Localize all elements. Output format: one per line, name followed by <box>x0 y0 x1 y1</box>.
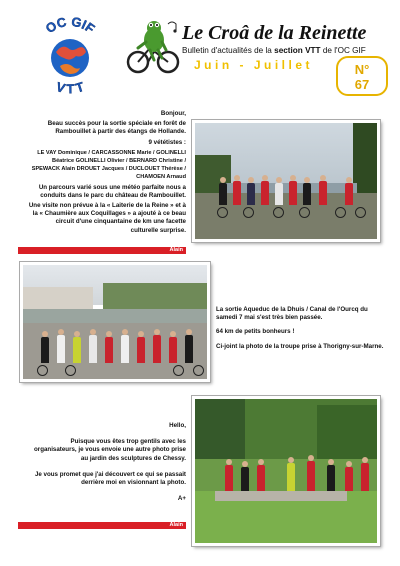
issue-period: Juin - Juillet <box>194 58 314 72</box>
newsletter-title: Le Croâ de la Reinette <box>182 22 367 44</box>
article-3-body: Puisque vous êtes trop gentils avec les organisateurs, je vous envoie une autre photo prise au jardin des sculptures de Chessy. <box>34 438 186 462</box>
issue-label: N° <box>354 62 370 77</box>
subtitle-bold: section VTT <box>274 46 321 55</box>
subtitle-suffix: de l'OC GIF <box>320 46 366 55</box>
svg-text:OC GIF <box>43 14 98 36</box>
club-logo <box>30 12 110 96</box>
article-1-greeting: Bonjour, <box>160 110 186 117</box>
subtitle-prefix: Bulletin d'actualités de la <box>182 46 275 55</box>
article-3-text <box>28 422 186 505</box>
newsletter-subtitle <box>182 46 366 55</box>
article-1-text <box>28 110 186 237</box>
photo-thorigny-group <box>20 262 210 382</box>
article-1-count: 9 vététistes : <box>148 138 186 146</box>
article-1-signature: Alain <box>18 247 186 254</box>
svg-text:VTT <box>54 79 86 96</box>
article-3-note: Je vous promet que j'ai découvert ce qui se passait derrière moi en visionnant la photo. <box>34 470 186 487</box>
article-2-distance: 64 km de petits bonheurs ! <box>216 328 295 336</box>
article-2-caption: Ci-joint la photo de la troupe prise à Thorigny-sur-Marne. <box>216 342 384 350</box>
article-1-intro: Beau succès pour la sortie spéciale en forêt de Rambouillet à partir des étangs de Hollande. <box>47 120 186 136</box>
article-3-signature: Alain <box>18 522 186 529</box>
article-2-title: La sortie Aqueduc de la Dhuis / Canal de l'Ourcq du samedi 7 mai s'est très bien passée. <box>216 306 368 322</box>
article-1-visit: Une visite non prévue à la « Laiterie de la Reine » et à la « Chaumière aux Coquillages » a ajouté à ce beau circuit d'une cinquantaine de km une facette culturelle surprise. <box>28 202 186 234</box>
article-1-weather: Un parcours varié sous une météo parfaite nous a conduits dans le parc du château de Rambouillet. <box>38 183 186 199</box>
article-1-names: LE VAY Dominique / CARCASSONNE Marie / GOLINELLI Béatrice GOLINELLI Olivier / BERNARD Christine / SPEWACK Alain DROUET Jacques / DUCLOUET Thérèse / CHAMOEN Arnaud <box>31 149 186 181</box>
frog-cyclist-icon <box>124 18 182 76</box>
issue-number: 67 <box>354 77 370 92</box>
logo-arc-top: OC GIF <box>42 13 98 37</box>
article-3-greeting: Hello, <box>169 422 186 429</box>
logo-arc-bottom: VTT <box>54 78 86 96</box>
photo-rambouillet-group <box>192 120 380 242</box>
issue-badge <box>336 56 388 96</box>
article-3-sign-off: A+ <box>177 495 186 503</box>
photo-chessy-sculpture-garden <box>192 396 380 546</box>
article-2-text <box>216 306 386 353</box>
